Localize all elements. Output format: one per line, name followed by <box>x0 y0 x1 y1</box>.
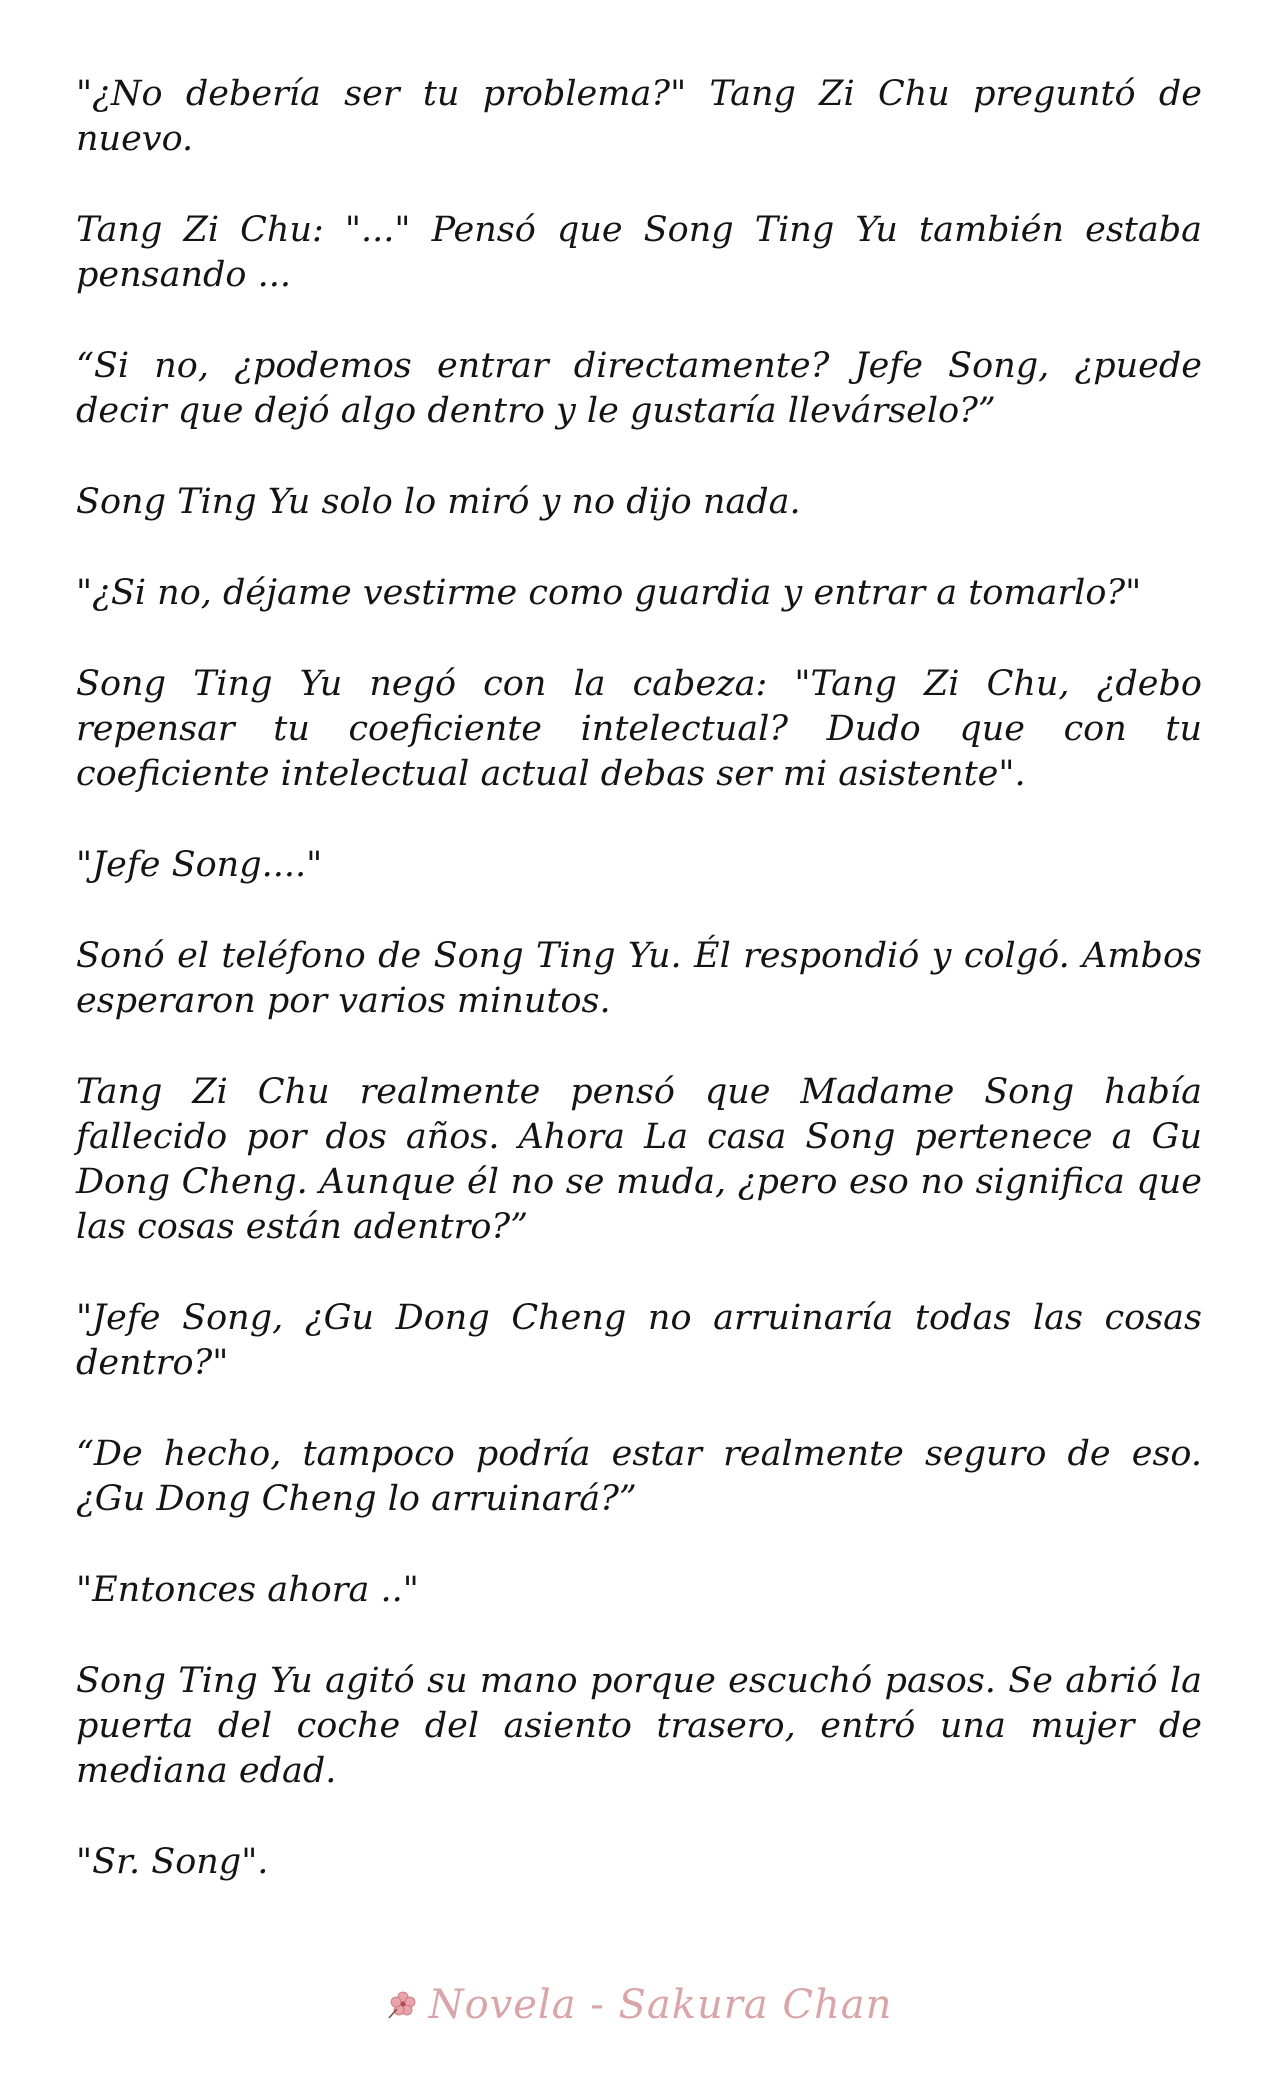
paragraph: Tang Zi Chu: "..." Pensó que Song Ting Yu también estaba pensando ... <box>76 210 1202 295</box>
paragraph: "Entonces ahora .." <box>76 1570 419 1610</box>
paragraph: “De hecho, tampoco podría estar realmente seguro de eso. ¿Gu Dong Cheng lo arruinará?” <box>76 1434 1202 1519</box>
paragraph: "Jefe Song...." <box>76 845 323 885</box>
paragraph: Tang Zi Chu realmente pensó que Madame Song había fallecido por dos años. Ahora La casa Song pertenece a Gu Dong Cheng. Aunque él no se muda, ¿pero eso no significa que las cosas están adentro?” <box>76 1072 1202 1247</box>
paragraph: Sonó el teléfono de Song Ting Yu. Él respondió y colgó. Ambos esperaron por varios minutos. <box>76 936 1202 1021</box>
paragraph: Song Ting Yu agitó su mano porque escuchó pasos. Se abrió la puerta del coche del asiento trasero, entró una mujer de mediana edad. <box>76 1661 1202 1791</box>
paragraph: “Si no, ¿podemos entrar directamente? Jefe Song, ¿puede decir que dejó algo dentro y le gustaría llevárselo?” <box>76 346 1202 431</box>
paragraph: "¿Si no, déjame vestirme como guardia y entrar a tomarlo?" <box>76 573 1142 613</box>
sakura-flower-icon <box>383 1983 423 2033</box>
paragraph: "Sr. Song". <box>76 1842 269 1882</box>
paragraph: Song Ting Yu solo lo miró y no dijo nada. <box>76 482 801 522</box>
footer-text: Novela - Sakura Chan <box>428 1982 893 2028</box>
document-body <box>76 72 1202 1931</box>
paragraph: "¿No debería ser tu problema?" Tang Zi Chu preguntó de nuevo. <box>76 74 1202 159</box>
watermark-footer <box>0 1980 1275 2033</box>
paragraph: Song Ting Yu negó con la cabeza: "Tang Zi Chu, ¿debo repensar tu coeficiente intelectual? Dudo que con tu coeficiente intelectual actual debas ser mi asistente". <box>76 664 1202 794</box>
paragraph: "Jefe Song, ¿Gu Dong Cheng no arruinaría todas las cosas dentro?" <box>76 1298 1202 1383</box>
